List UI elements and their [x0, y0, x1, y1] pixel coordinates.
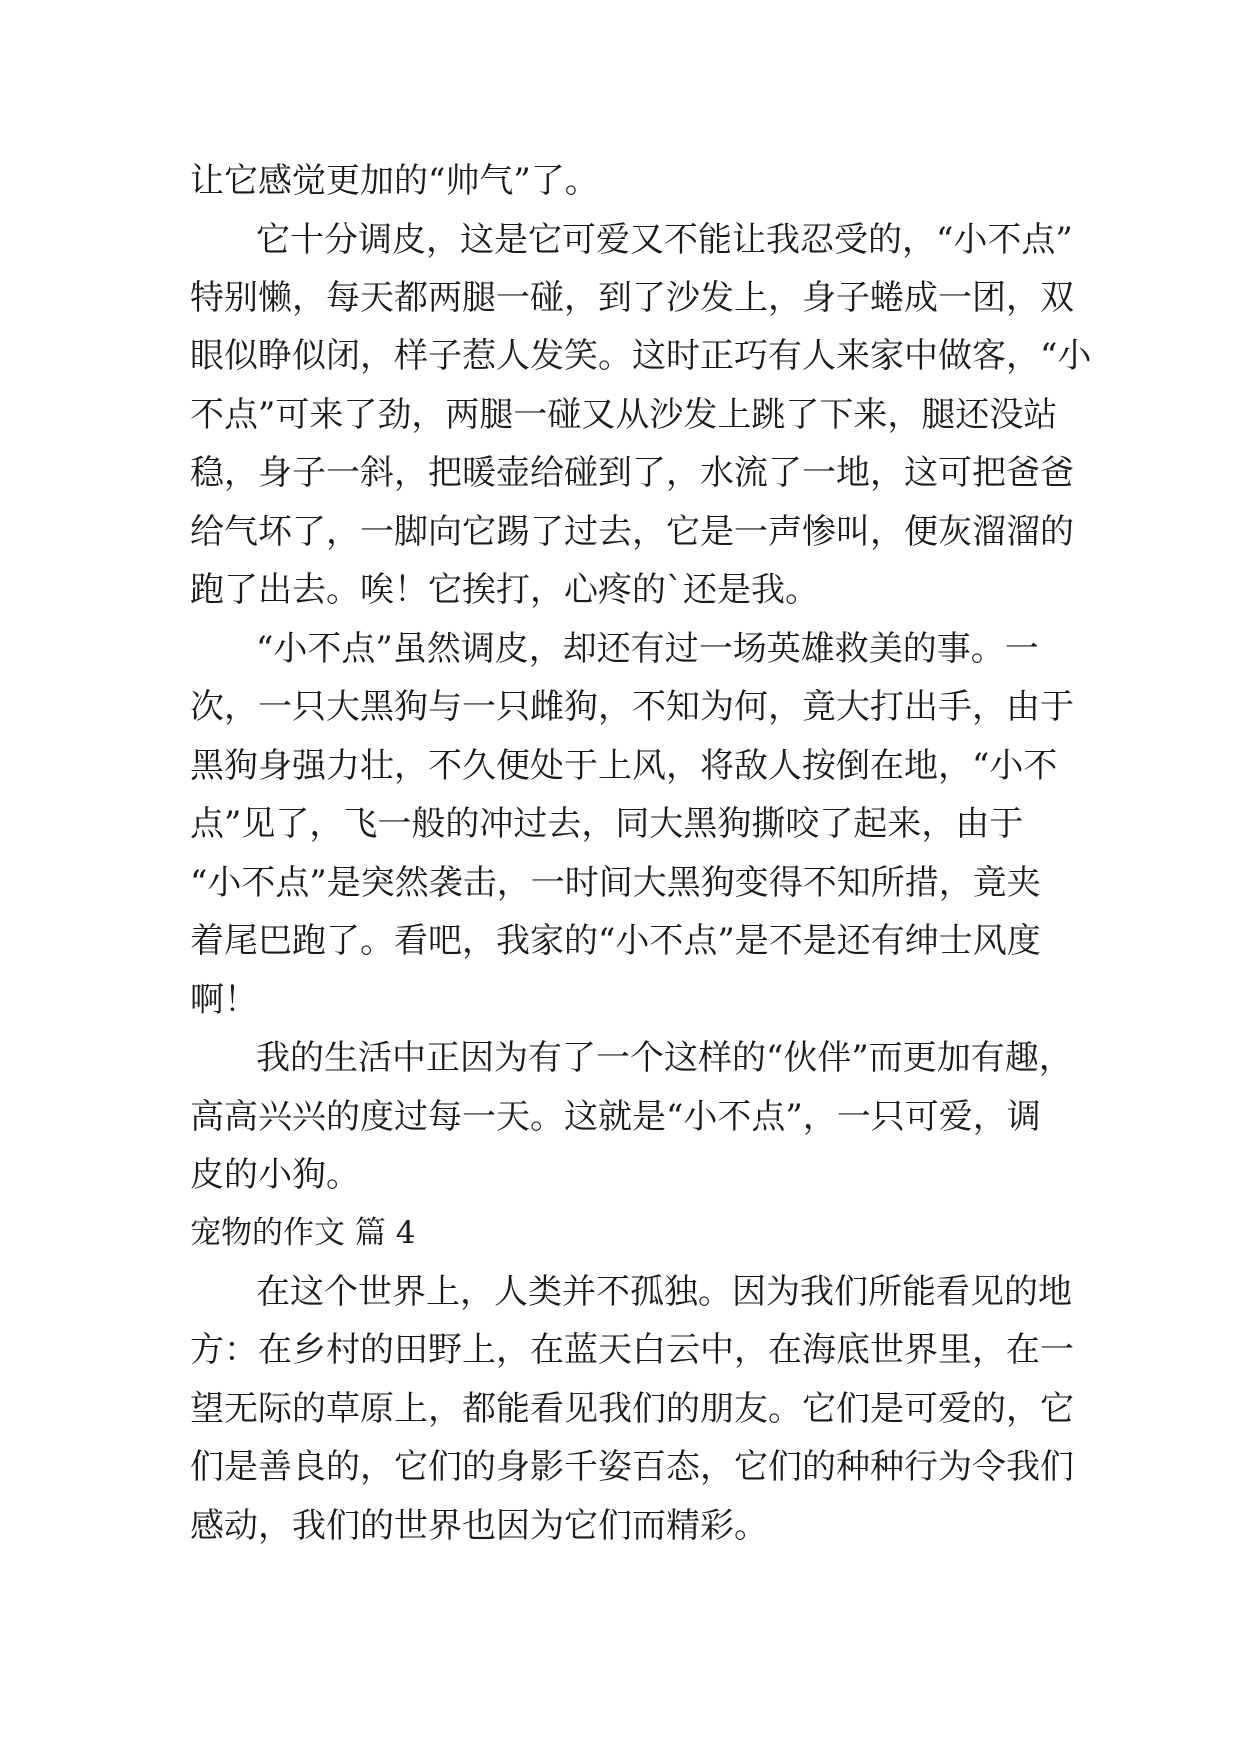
paragraph-3-line-7: 啊！: [190, 980, 258, 1020]
section-heading: 宠物的作文 篇 4: [190, 1215, 416, 1251]
paragraph-4-line-1: 我的生活中正因为有了一个这样的“伙伴”而更加有趣，: [256, 1038, 1073, 1078]
paragraph-5-line-2: 方：在乡村的田野上，在蓝天白云中，在海底世界里，在一: [190, 1330, 1074, 1370]
paragraph-3-line-4: 点”见了，飞一般的冲过去，同大黑狗撕咬了起来，由于: [190, 804, 1024, 844]
paragraph-5-line-4: 们是善良的，它们的身影千姿百态，它们的种种行为令我们: [190, 1447, 1074, 1487]
paragraph-2-line-2: 特别懒，每天都两腿一碰，到了沙发上，身子蜷成一团，双: [190, 278, 1074, 318]
paragraph-3-line-1: “小不点”虽然调皮，却还有过一场英雄救美的事。一: [256, 629, 1039, 669]
paragraph-2-line-5: 稳，身子一斜，把暖壶给碰到了，水流了一地，这可把爸爸: [190, 453, 1074, 493]
paragraph-1-line-1: 让它感觉更加的“帅气”了。: [190, 161, 599, 201]
paragraph-2-line-7: 跑了出去。唉！它挨打，心疼的`还是我。: [190, 570, 819, 610]
paragraph-3-line-2: 次，一只大黑狗与一只雌狗，不知为何，竟大打出手，由于: [190, 687, 1074, 727]
paragraph-3-line-6: 着尾巴跑了。看吧，我家的“小不点”是不是还有绅士风度: [190, 921, 1041, 961]
paragraph-2-line-3: 眼似睁似闭，样子惹人发笑。这时正巧有人来家中做客，“小: [190, 336, 1092, 376]
paragraph-5-line-5: 感动，我们的世界也因为它们而精彩。: [190, 1506, 768, 1546]
paragraph-4-line-2: 高高兴兴的度过每一天。这就是“小不点”，一只可爱，调: [190, 1097, 1041, 1137]
paragraph-2-line-4: 不点”可来了劲，两腿一碰又从沙发上跳了下来，腿还没站: [190, 395, 1058, 435]
paragraph-3-line-3: 黑狗身强力壮，不久便处于上风，将敌人按倒在地，“小不: [190, 746, 1058, 786]
paragraph-3-line-5: “小不点”是突然袭击，一时间大黑狗变得不知所措，竟夹: [190, 863, 1041, 903]
paragraph-4-line-3: 皮的小狗。: [190, 1155, 360, 1195]
paragraph-2-line-6: 给气坏了，一脚向它踢了过去，它是一声惨叫，便灰溜溜的: [190, 512, 1074, 552]
paragraph-5-line-1: 在这个世界上，人类并不孤独。因为我们所能看见的地: [256, 1272, 1072, 1312]
paragraph-5-line-3: 望无际的草原上，都能看见我们的朋友。它们是可爱的，它: [190, 1389, 1074, 1429]
paragraph-2-line-1: 它十分调皮，这是它可爱又不能让我忍受的，“小不点”: [256, 220, 1073, 260]
